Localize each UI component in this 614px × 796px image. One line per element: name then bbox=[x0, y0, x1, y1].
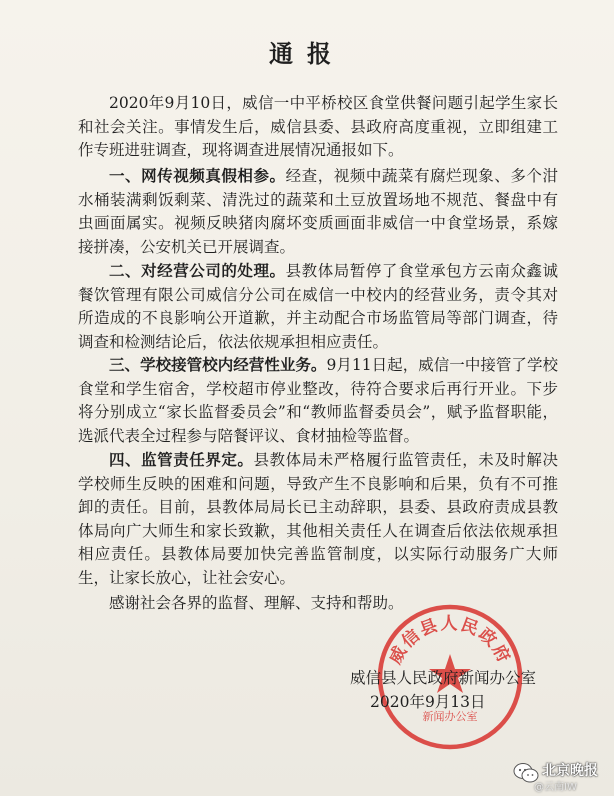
signature-date: 2020年9月13日 bbox=[370, 693, 486, 711]
section-1-heading: 一、网传视频真假相参。 bbox=[109, 166, 286, 185]
seal-text: 威信县人民政府 bbox=[385, 614, 515, 668]
section-3 bbox=[78, 353, 558, 448]
section-1 bbox=[78, 164, 558, 259]
watermark bbox=[512, 758, 612, 794]
section-2 bbox=[78, 259, 558, 354]
section-1-body: 经查，视频中蔬菜有腐烂现象、多个泔水桶装满剩饭剩菜、清洗过的蔬菜和土豆放置场地不规范、餐盘中有虫画面属实。视频反映猪肉腐坏变质画面非威信一中食堂场景，系嫁接拼凑，公安机关已开展调查。 bbox=[78, 167, 558, 256]
watermark-name: 北京晚报 bbox=[542, 763, 598, 779]
section-3-body: 9月11日起，威信一中接管了学校食堂和学生宿舍，学校超市停业整改，待符合要求后再行开业。下步将分别成立“家长监督委员会”和“教师监督委员会”，赋予监督职能，选派代表全过程参与陪餐评议、食材抽检等监督。 bbox=[78, 356, 558, 445]
section-2-heading: 二、对经营公司的处理。 bbox=[109, 261, 286, 280]
section-4 bbox=[78, 448, 558, 591]
seal-subtext: 新闻办公室 bbox=[422, 710, 478, 723]
section-2-body: 县教体局暂停了食堂承包方云南众鑫诚餐饮管理有限公司威信分公司在威信一中校内的经营业务，责令其对所造成的不良影响公开道歉，并主动配合市场监管局等部门调查，待调查和检测结论后，依法依规承担相应责任。 bbox=[78, 262, 558, 351]
section-3-heading: 三、学校接管校内经营性业务。 bbox=[109, 355, 327, 374]
intro-paragraph: 2020年9月10日，威信一中平桥校区食堂供餐问题引起学生家长和社会关注。事情发生后，威信县委、县政府高度重视，立即组建工作专班进驻调查，现将调查进展情况通报如下。 bbox=[78, 94, 558, 160]
signer: 威信县人民政府新闻办公室 bbox=[350, 669, 537, 687]
closing-paragraph: 感谢社会各界的监督、理解、支持和帮助。 bbox=[109, 594, 404, 612]
section-4-body: 县教体局未严格履行监管责任，未及时解决学校师生反映的困难和问题，导致产生不良影响和后果，负有不可推卸的责任。目前，县教体局局长已主动辞职，县委、县政府责成县教体局向广大师生和家长致歉，其他相关责任人在调查后依法依规承担相应责任。县教体局要加快完善监管制度，以实际行动服务广大师生，让家长放心，让社会安心。 bbox=[78, 451, 558, 587]
document-title: 通报 bbox=[269, 39, 345, 68]
watermark-handle: @云南IW bbox=[534, 782, 577, 793]
section-4-heading: 四、监管责任界定。 bbox=[109, 450, 254, 469]
